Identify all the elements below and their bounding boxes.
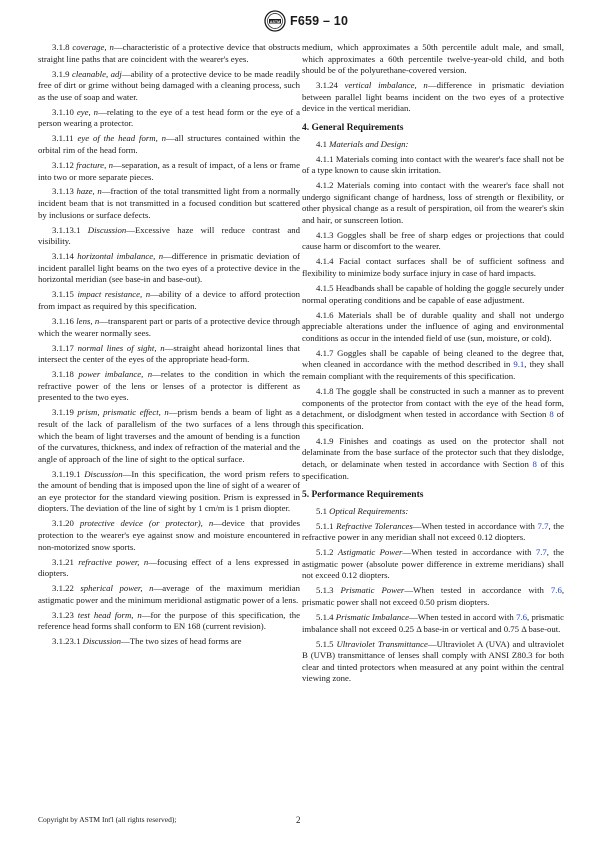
section-heading-performance-requirements: 5. Performance Requirements [302,490,424,501]
section-link[interactable]: 9.1 [513,359,525,370]
definition-refractive-power: 3.1.21 refractive power, n—focusing effect of a lens expressed in diopters. [38,556,301,579]
section-heading-general-requirements: 4. General Requirements [302,122,404,133]
definition-eye-of-head-form: 3.1.11 eye of the head form, n—all structures contained within the orbital rim of the head form. [38,133,301,155]
document-number: F659 – 10 [290,14,349,28]
section-link[interactable]: 7.6 [550,585,562,596]
definition-protective-device: 3.1.20 protective device (or protector), n—device that provides protection to the wearer's eye against snow and moisture encountered in non-motorized snow sports. [38,518,300,552]
definition-spherical-power: 3.1.22 spherical power, n—average of the maximum meridian astigmatic power and the minimum meridional astigmatic power of a lens. [38,583,300,605]
section-link[interactable]: 8 [549,409,554,420]
page-number: 2 [296,815,301,825]
copyright-notice: Copyright by ASTM Int'l (all rights reserved); [38,815,177,824]
requirement-4-1-3: 4.1.3 Goggles shall be free of sharp edges or projections that could cause harm or discomfort to the wearer. [302,229,564,252]
definition-eye: 3.1.10 eye, n—relating to the eye of a test head form or the eye of a person wearing a protector. [38,106,301,129]
requirement-4-1-8: 4.1.8 The goggle shall be constructed in such a manner as to prevent components of the protector from contact with the eye of the head form, detachment, or dislodgment when tested in accordance with Section 8 of this specification. [302,385,564,431]
discussion-head-forms: 3.1.23.1 Discussion—The two sizes of head forms are [52,636,242,647]
definition-vertical-imbalance: 3.1.24 vertical imbalance, n—difference in prismatic deviation between parallel light beams incident on the two eyes of a protective device in the vertical meridian. [302,80,564,114]
subsection-materials-design: 4.1 Materials and Design: [316,138,409,149]
definition-prism: 3.1.19 prism, prismatic effect, n—prism bends a beam of light as a result of the lack of parallelism of the two surfaces of a lens through which the beam of light traverses and the amount of bending is a function of the curvatures, thickness, and index of refraction of the material and the angle of approach of the line of sight to the optical surface. [38,407,300,464]
requirement-4-1-6: 4.1.6 Materials shall be of durable quality and shall not undergo appreciable alterations under the influence of aging and environmental conditions as occur in the intended field of use (sun, moisture, or cold). [302,309,564,343]
right-column [302,42,564,688]
definition-impact-resistance: 3.1.15 impact resistance, n—ability of a device to afford protection from impact as required by this specification. [38,289,301,311]
astm-logo-icon [264,10,286,32]
svg-text:ASTM: ASTM [269,19,281,24]
page-header [0,6,600,40]
definition-lens: 3.1.16 lens, n—transparent part or parts of a protective device through which the wearer normally sees. [38,315,300,338]
requirement-5-1-5: 5.1.5 Ultraviolet Transmittance—Ultraviolet A (UVA) and ultraviolet B (UVB) transmittance of lenses shall comply with ANSI Z80.3 for both clear and tinted protectors when measured at any point within the central viewing zone. [302,638,564,684]
discussion-head-forms-continued: medium, which approximates a 50th percentile adult male, and small, which approximates a 60th percentile twelve-year-old child, and both should be of the polyurethane-covered version. [302,42,564,76]
section-link[interactable]: 7.7 [535,547,547,558]
requirement-4-1-2: 4.1.2 Materials coming into contact with the wearer's face shall not undergo significant change of hardness, loss of strength or flexibility, or other physical change as a result of perspiration, oil from the wearer's skin and hair, or sunscreen lotion. [302,180,564,225]
section-link[interactable]: 8 [532,458,537,469]
discussion-prism: 3.1.19.1 Discussion—In this specification, the word prism refers to the amount of bending that is imposed upon the line of sight of a wearer of an eye protector for the standard viewing position. Prism is expressed in diopters. The deviation of the line of sight by 1 cm/m is 1 prism diopter. [38,468,300,514]
definition-coverage: 3.1.8 coverage, n—characteristic of a protective device that obstructs straight line paths that are coincident with the wearer's eyes. [38,42,301,64]
discussion-haze: 3.1.13.1 Discussion—Excessive haze will reduce contrast and visibility. [38,224,300,247]
requirement-5-1-1: 5.1.1 Refractive Tolerances—When tested in accordance with 7.7, the refractive power in any meridian shall not exceed 0.12 diopters. [302,520,564,543]
left-column [38,42,300,651]
definition-test-head-form: 3.1.23 test head form, n—for the purpose of this specification, the reference head forms shall conform to EN 168 (current revision). [38,609,300,632]
requirement-4-1-9: 4.1.9 Finishes and coatings as used on the protector shall not delaminate from the base surface of the protector such that they dislodge, detach, or delaminate when tested in accordance with Section 8 of this specification. [302,435,564,481]
requirement-5-1-2: 5.1.2 Astigmatic Power—When tested in accordance with 7.7, the astigmatic power (absolute power difference in extreme meridians) shall not exceed 0.12 diopters. [302,547,564,581]
definition-power-imbalance: 3.1.18 power imbalance, n—relates to the condition in which the refractive power of the lens or lenses of a protector is different as presented to the two eyes. [38,369,300,403]
section-link[interactable]: 7.6 [516,612,527,622]
requirement-4-1-1: 4.1.1 Materials coming into contact with the wearer's face shall not be of a type known to cause skin irritation. [302,153,564,176]
definition-horizontal-imbalance: 3.1.14 horizontal imbalance, n—difference in prismatic deviation of incident parallel light beams on the two eyes of a protective device in the horizontal meridian (see base-in and base-out). [38,251,301,285]
definition-fracture: 3.1.12 fracture, n—separation, as a result of impact, of a lens or frame into two or more separate pieces. [38,159,300,182]
subsection-optical-requirements: 5.1 Optical Requirements: [316,505,409,516]
requirement-5-1-4: 5.1.4 Prismatic Imbalance—When tested in accord with 7.6, prismatic imbalance shall not exceed 0.25 Δ base-in or vertical and 0.75 Δ base-out. [302,612,565,634]
section-link[interactable]: 7.7 [537,520,549,531]
definition-haze: 3.1.13 haze, n—fraction of the total transmitted light from a normally incident beam that is not transmitted in a focused condition but scattered by inclusions or surface defects. [38,186,300,220]
requirement-4-1-7: 4.1.7 Goggles shall be capable of being cleaned to the degree that, when cleaned in accordance with the method described in 9.1, they shall remain compliant with the requirements of this specification. [302,347,565,381]
definition-normal-lines-of-sight: 3.1.17 normal lines of sight, n—straight ahead horizontal lines that intersect the center of the eyes of the appropriate head-form. [38,342,300,365]
definition-cleanable: 3.1.9 cleanable, adj—ability of a protective device to be made readily free of dirt or grime without being damaged with a cleaning process, such as the use of soap and water. [38,68,301,102]
requirement-4-1-4: 4.1.4 Facial contact surfaces shall be of sufficient softness and flexibility to minimize body surface injury in case of hard impacts. [302,256,564,279]
requirement-5-1-3: 5.1.3 Prismatic Power—When tested in accordance with 7.6, prismatic power shall not exceed 0.50 prism diopters. [302,585,565,608]
requirement-4-1-5: 4.1.5 Headbands shall be capable of holding the goggle securely under normal operating conditions and be capable of ease adjustment. [302,283,564,305]
